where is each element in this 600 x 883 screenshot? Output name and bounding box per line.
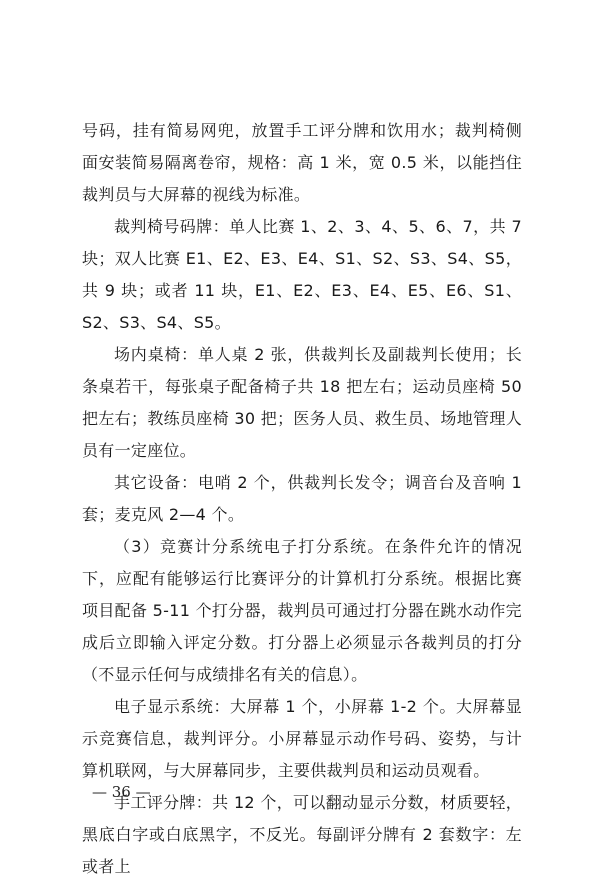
paragraph-tables-and-chairs: 场内桌椅：单人桌 2 张，供裁判长及副裁判长使用；长条桌若干，每张桌子配备椅子共 18 把左右；运动员座椅 50 把左右；教练员座椅 30 把；医务人员、救生员、场地管理人员有一定座位。	[82, 345, 522, 460]
paragraph-manual-scoreboards: 手工评分牌：共 12 个，可以翻动显示分数，材质要轻，黑底白字或白底黑字，不反光。每副评分牌有 2 套数字：左或者上	[82, 793, 522, 876]
body-text	[82, 115, 522, 883]
paragraph-continuation: 号码，挂有简易网兜，放置手工评分牌和饮用水；裁判椅侧面安装简易隔离卷帘，规格：高 1 米，宽 0.5 米，以能挡住裁判员与大屏幕的视线为标准。	[82, 121, 522, 204]
paragraph-other-equipment: 其它设备：电哨 2 个，供裁判长发令；调音台及音响 1 套；麦克风 2—4 个。	[82, 473, 522, 524]
paragraph-judge-chair-number-plates: 裁判椅号码牌：单人比赛 1、2、3、4、5、6、7，共 7 块；双人比赛 E1、E2、E3、E4、S1、S2、S3、S4、S5，共 9 块；或者 11 块，E1、E2、E3、E4、E5、E6、S1、S2、S3、S4、S5。	[82, 217, 522, 332]
paragraph-electronic-display: 电子显示系统：大屏幕 1 个，小屏幕 1-2 个。大屏幕显示竞赛信息，裁判评分。小屏幕显示动作号码、姿势，与计算机联网，与大屏幕同步，主要供裁判员和运动员观看。	[82, 697, 522, 780]
paragraph-scoring-system: （3）竞赛计分系统电子打分系统。在条件允许的情况下，应配有能够运行比赛评分的计算机打分系统。根据比赛项目配备 5-11 个打分器，裁判员可通过打分器在跳水动作完成后立即输入评定分数。打分器上必须显示各裁判员的打分（不显示任何与成绩排名有关的信息）。	[82, 537, 522, 684]
page-number: — 36 —	[92, 783, 151, 801]
